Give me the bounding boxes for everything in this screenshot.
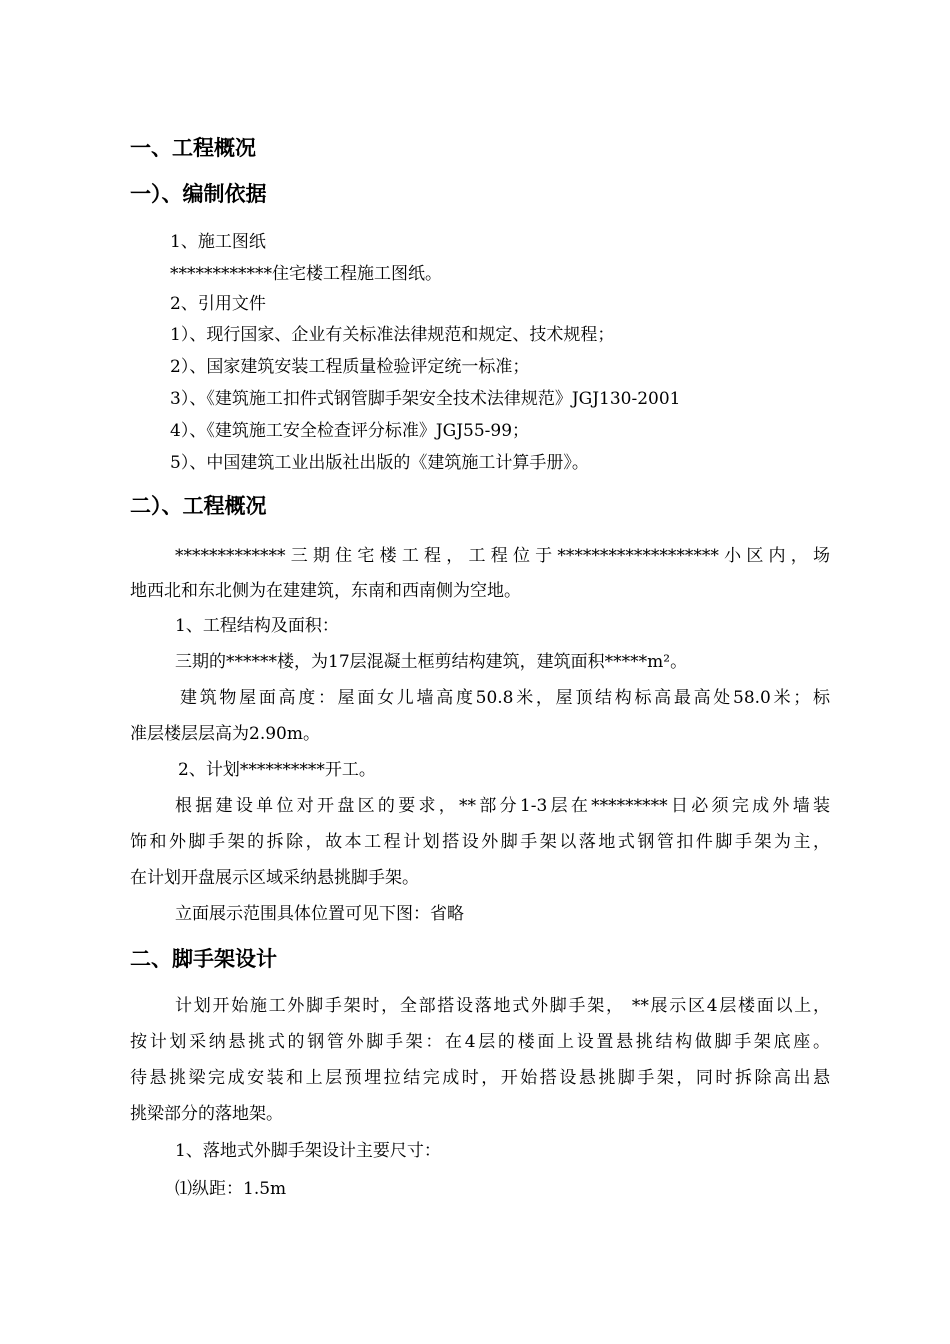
design-paragraph-line-2: 按计划采纳悬挑式的钢管外脚手架：在4层的楼面上设置悬挑结构做脚手架底座。 bbox=[130, 1032, 830, 1052]
section-title-overview: 一、工程概况 bbox=[130, 136, 256, 160]
structure-heading: 1、工程结构及面积： bbox=[175, 616, 339, 636]
reference-item-5: 5）、中国建筑工业出版社出版的《建筑施工计算手册》。 bbox=[170, 453, 589, 473]
overview-paragraph-line-1: *************三期住宅楼工程，工程位于*******************小区内，场 bbox=[175, 546, 830, 566]
requirements-paragraph-line-2: 饰和外脚手架的拆除，故本工程计划搭设外脚手架以落地式钢管扣件脚手架为主， bbox=[130, 832, 830, 852]
design-paragraph-line-1: 计划开始施工外脚手架时，全部搭设落地式外脚手架， **展示区4层楼面以上， bbox=[175, 996, 830, 1016]
design-paragraph-line-3: 待悬挑梁完成安装和上层预埋拉结完成时，开始搭设悬挑脚手架，同时拆除高出悬 bbox=[130, 1068, 830, 1088]
dimensions-heading: 1、落地式外脚手架设计主要尺寸： bbox=[175, 1141, 441, 1161]
requirements-paragraph-line-1: 根据建设单位对开盘区的要求，**部分1-3层在*********日必须完成外墙装 bbox=[175, 796, 830, 816]
reference-item-1: 1）、现行国家、企业有关标准法律规范和规定、技术规程； bbox=[170, 325, 615, 345]
schedule-heading: 2、计划**********开工。 bbox=[178, 760, 376, 780]
building-height-line-1: 建筑物屋面高度：屋面女儿墙高度50.8米，屋顶结构标高最高处58.0米；标 bbox=[180, 688, 830, 708]
references-heading: 2、引用文件 bbox=[170, 294, 266, 314]
structure-text: 三期的******楼，为17层混凝土框剪结构建筑，建筑面积*****m²。 bbox=[175, 652, 688, 672]
section-title-scaffold-design: 二、脚手架设计 bbox=[130, 947, 277, 971]
subsection-title-basis: 一）、编制依据 bbox=[130, 182, 267, 206]
overview-paragraph-line-2: 地西北和东北侧为在建建筑，东南和西南侧为空地。 bbox=[130, 581, 521, 601]
reference-item-3: 3）、《建筑施工扣件式钢管脚手架安全技术法律规范》JGJ130-2001 bbox=[170, 389, 681, 409]
elevation-note: 立面展示范围具体位置可见下图：省略 bbox=[175, 904, 464, 924]
design-paragraph-line-4: 挑梁部分的落地架。 bbox=[130, 1104, 283, 1124]
building-height-line-2: 准层楼层层高为2.90m。 bbox=[130, 724, 320, 744]
requirements-paragraph-line-3: 在计划开盘展示区域采纳悬挑脚手架。 bbox=[130, 868, 419, 888]
drawings-text: ************住宅楼工程施工图纸。 bbox=[170, 264, 442, 284]
reference-item-2: 2）、国家建筑安装工程质量检验评定统一标准； bbox=[170, 357, 530, 377]
reference-item-4: 4）、《建筑施工安全检查评分标准》JGJ55-99； bbox=[170, 421, 530, 441]
drawings-heading: 1、施工图纸 bbox=[170, 232, 266, 252]
subsection-title-overview: 二）、工程概况 bbox=[130, 494, 267, 518]
dimension-item-1: ⑴纵距：1.5m bbox=[175, 1179, 287, 1199]
